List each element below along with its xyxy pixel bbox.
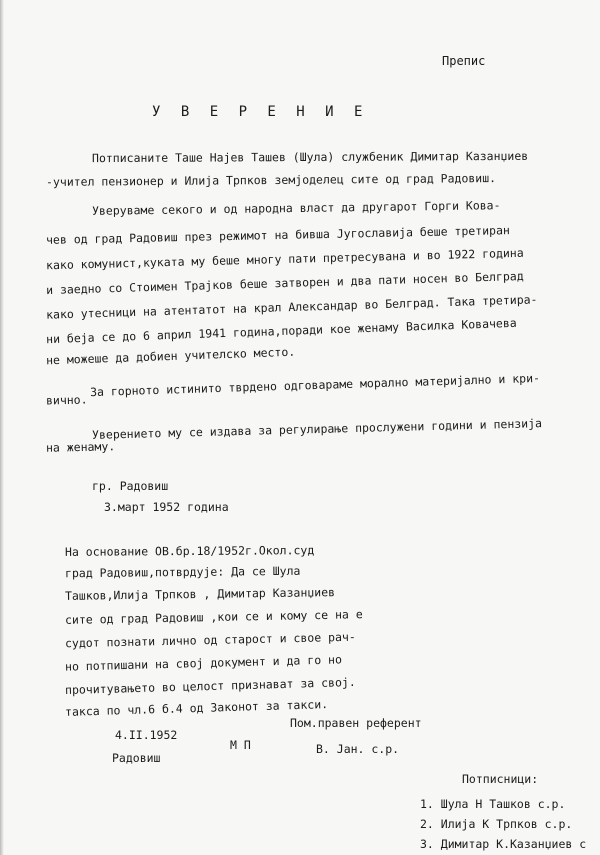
body-line: и заедно со Стоимен Трајков беше затворен и два пати носен во Белград xyxy=(45,268,524,298)
copy-mark: Препис xyxy=(442,54,486,68)
body-line: чев од град Радовиш през режимот на бивша Југославија беше третиран xyxy=(45,223,510,247)
footer-place: Радовиш xyxy=(112,751,161,765)
signatory-item: 1. Шула Н Ташков с.р. xyxy=(420,797,566,811)
court-line: сите од град Радовиш ,кои се и кому се на е xyxy=(64,607,363,627)
body-line: -учител пензионер и Илија Трпков земјоделец сите од град Радовиш. xyxy=(45,171,497,189)
seal-mark: М П xyxy=(230,738,251,752)
body-line: на женаму. xyxy=(45,439,116,455)
court-line: такса по чл.6 б.4 од Законот за такси. xyxy=(64,697,329,719)
court-line: прочитувањето во целост признават за свој. xyxy=(64,674,356,698)
referent-title: Пом.правен референт xyxy=(290,716,422,730)
body-line: како комунист,куката му беше многу пати претресувана и во 1922 година xyxy=(45,245,524,273)
footer-date: 4.II.1952 xyxy=(115,728,178,742)
body-line: Уверението му се издава за регулирање прослужени години и пензија xyxy=(91,416,543,442)
signatories-label: Потписници: xyxy=(462,772,539,786)
body-line: За горното истинито тврдено одговараме моралнo материјално и кри- xyxy=(89,370,541,400)
signatory-item: 2. Илија К Трпков с.р. xyxy=(420,817,573,831)
document-title: У В Е Р Е Н И Е xyxy=(152,104,369,120)
body-line: Потписаните Таше Најев Ташев (Шула) службеник Димитар Казанџиев xyxy=(91,148,529,166)
court-line: судот познати лично од старост и свое рач- xyxy=(64,629,356,651)
body-line: како утесници на атентатот на крал Александар во Белград. Така третира- xyxy=(45,292,538,322)
court-line: На основание ОВ.бр.18/1952г.Окол.суд xyxy=(64,543,315,559)
court-line: но потпишани на свој документ и да го но xyxy=(64,652,343,674)
place-line: гр. Радовиш xyxy=(92,479,169,493)
body-line: ни беја се до 6 април 1941 година,поради кое женаму Василка Ковачева xyxy=(45,315,517,347)
court-line: град Радовиш,потврдује: Да се Шула xyxy=(64,563,301,581)
body-line: Уверуваме секого и од народна власт да другарот Горги Кова- xyxy=(91,198,501,218)
court-line: Ташков,Илија Трпков , Димитар Казанџиев xyxy=(64,585,336,603)
date-line: 3.март 1952 година xyxy=(104,500,229,514)
signatory-item: 3. Димитар К.Казанџиев с xyxy=(420,837,587,851)
body-line: вично. xyxy=(45,392,88,408)
referent-signature: В. Јан. с.р. xyxy=(316,742,400,756)
body-line: не можеше да добиен учителско место. xyxy=(45,344,296,368)
